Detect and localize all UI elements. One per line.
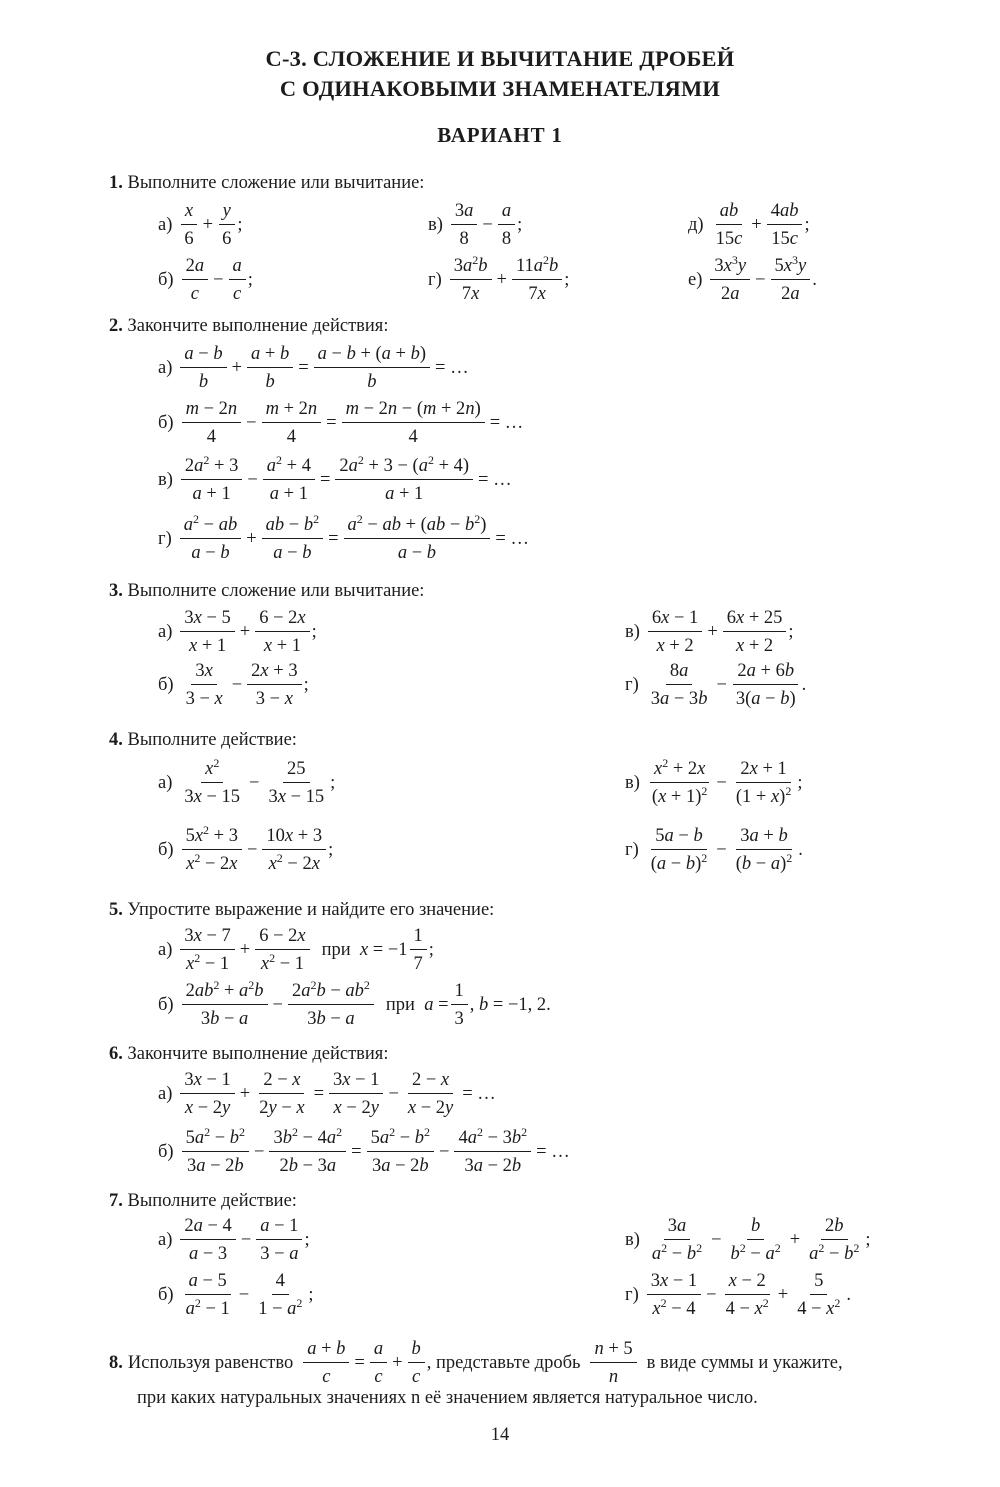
task-1-item-a: а) x 6 + $\frac{y}{6}$ ; [158,201,243,249]
task-1-heading: 1. Выполните сложение или вычитание: [109,173,425,193]
task-6-heading: 6. Закончите выполнение действия: [109,1044,389,1064]
section-title-line-2: С ОДИНАКОВЫМИ ЗНАМЕНАТЕЛЯМИ [279,76,721,101]
task-2-item-v: в) $2a^2 + 3$ a + 1 − $\frac{a^2 + 4}{a + 1}$ = $\frac{2a^2 + 3 - (a^2 + 4)}{a + 1}$ = … [158,452,512,504]
task-2-item-a: а) a − b b + $\frac{a + b}{b}$ = $\frac{a - b + (a + b)}{b}$ = … [158,344,469,392]
task-7-item-v: в) 3a $a^2 - b^2$ − $\frac{b}{b^2 - a^2}$ + $\frac{2b}{a^2 - b^2}$ ; [625,1216,871,1264]
task-1-item-g: г) $3a^2b$ 7x + $\frac{11a^2b}{7x}$ ; [428,252,570,304]
task-7-heading: 7. Выполните действие: [109,1191,297,1211]
task-6-item-b: б) $5a^2 - b^2$ 3a − 2b − $\frac{3b^2 - 4a^2}{2b - 3a}$ = $\frac{5a^2 - b^2}{3a - 2b}$ − $\frac{4a^2 - 3b^2}{3a - 2b}$ = … [158,1124,570,1176]
section-title-line-1: С-3. СЛОЖЕНИЕ И ВЫЧИТАНИЕ ДРОБЕЙ [265,46,735,71]
task-2-heading: 2. Закончите выполнение действия: [109,316,389,336]
task-7-item-a: а) 2a − 4 a − 3 − $\frac{a - 1}{3 - a}$ ; [158,1216,310,1264]
task-3-item-a: а) 3x − 5 x + 1 + $\frac{6 - 2x}{x + 1}$ ; [158,608,317,656]
task-1-item-d: д) ab 15c + $\frac{4ab}{15c}$ ; [688,201,810,249]
task-4-item-v: в) $x^2 + 2x$ $(x + 1)^2$ − $\frac{2x + 1}{(1 + x)^2}$ ; [625,755,803,807]
variant-heading: ВАРИАНТ 1 [437,123,563,147]
task-2-item-g: г) $a^2$ − ab a − b + $\frac{ab - b^2}{a - b}$ = $\frac{a^2 - ab + (ab - b^2)}{a - b}$ = … [158,511,529,563]
page-number: 14 [490,1425,510,1445]
task-1-item-b: б) 2a c − $\frac{a}{c}$ ; [158,256,253,304]
task-8-text: 8. Используя равенство $\frac{a + b}{c}$ = $\frac{a}{c}$ + $\frac{b}{c}$ , представьте дробь n + 5 n в виде суммы и укажите, [109,1339,843,1387]
task-2-item-b: б) m − 2n 4 − $\frac{m + 2n}{4}$ = $\frac{m - 2n - (m + 2n)}{4}$ = … [158,399,524,447]
task-6-item-a: а) 3x − 1 x − 2y + $\frac{2 - x}{2y - x}$ = $\frac{3x - 1}{x - 2y}$ − $\frac{2 - x}{x - 2y}$ = … [158,1070,496,1118]
task-3-item-g: г) 8a 3a − 3b − $\frac{2a + 6b}{3(a - b)}$ . [625,661,807,709]
task-3-item-b: б) 3x 3 − x − $\frac{2x + 3}{3 - x}$ ; [158,661,309,709]
task-4-heading: 4. Выполните действие: [109,730,297,750]
task-1-item-e: е) $3x^3y$ 2a − $\frac{5x^3y}{2a}$ . [688,252,817,304]
task-4-item-b: б) $5x^2 + 3$ $x^2 - 2x$ − $\frac{10x + 3}{x^2 - 2x}$ ; [158,822,334,874]
task-3-item-v: в) 6x − 1 x + 2 + $\frac{6x + 25}{x + 2}$ ; [625,608,794,656]
task-5-item-a: а) 3x − 7 $x^2 - 1$ + $\frac{6 - 2x}{x^2 - 1}$ при x = −1 1 7 ; [158,926,434,974]
task-1-item-v: в) 3a 8 − $\frac{a}{8}$ ; [428,201,523,249]
task-4-item-a: а) $x^2$ 3x − 15 − $\frac{25}{3x - 15}$ ; [158,755,336,807]
task-7-item-b: б) a − 5 $a^2 - 1$ − $\frac{4}{1 - a^2}$ ; [158,1271,314,1319]
task-8-text-line-2: при каких натуральных значениях n её значением является натуральное число. [137,1388,758,1408]
task-5-heading: 5. Упростите выражение и найдите его значение: [109,900,495,920]
task-5-item-b: б) $2ab^2 + a^2b$ 3b − a − $\frac{2a^2b - ab^2}{3b - a}$ при a = $\frac{1}{3}$ , b = −1, 2. [158,977,551,1029]
task-7-item-g: г) 3x − 1 $x^2 - 4$ − $\frac{x - 2}{4 - x^2}$ + $\frac{5}{4 - x^2}$ . [625,1271,851,1319]
task-3-heading: 3. Выполните сложение или вычитание: [109,581,425,601]
task-4-item-g: г) 5a − b $(a - b)^2$ − $\frac{3a + b}{(b - a)^2}$ . [625,826,803,874]
